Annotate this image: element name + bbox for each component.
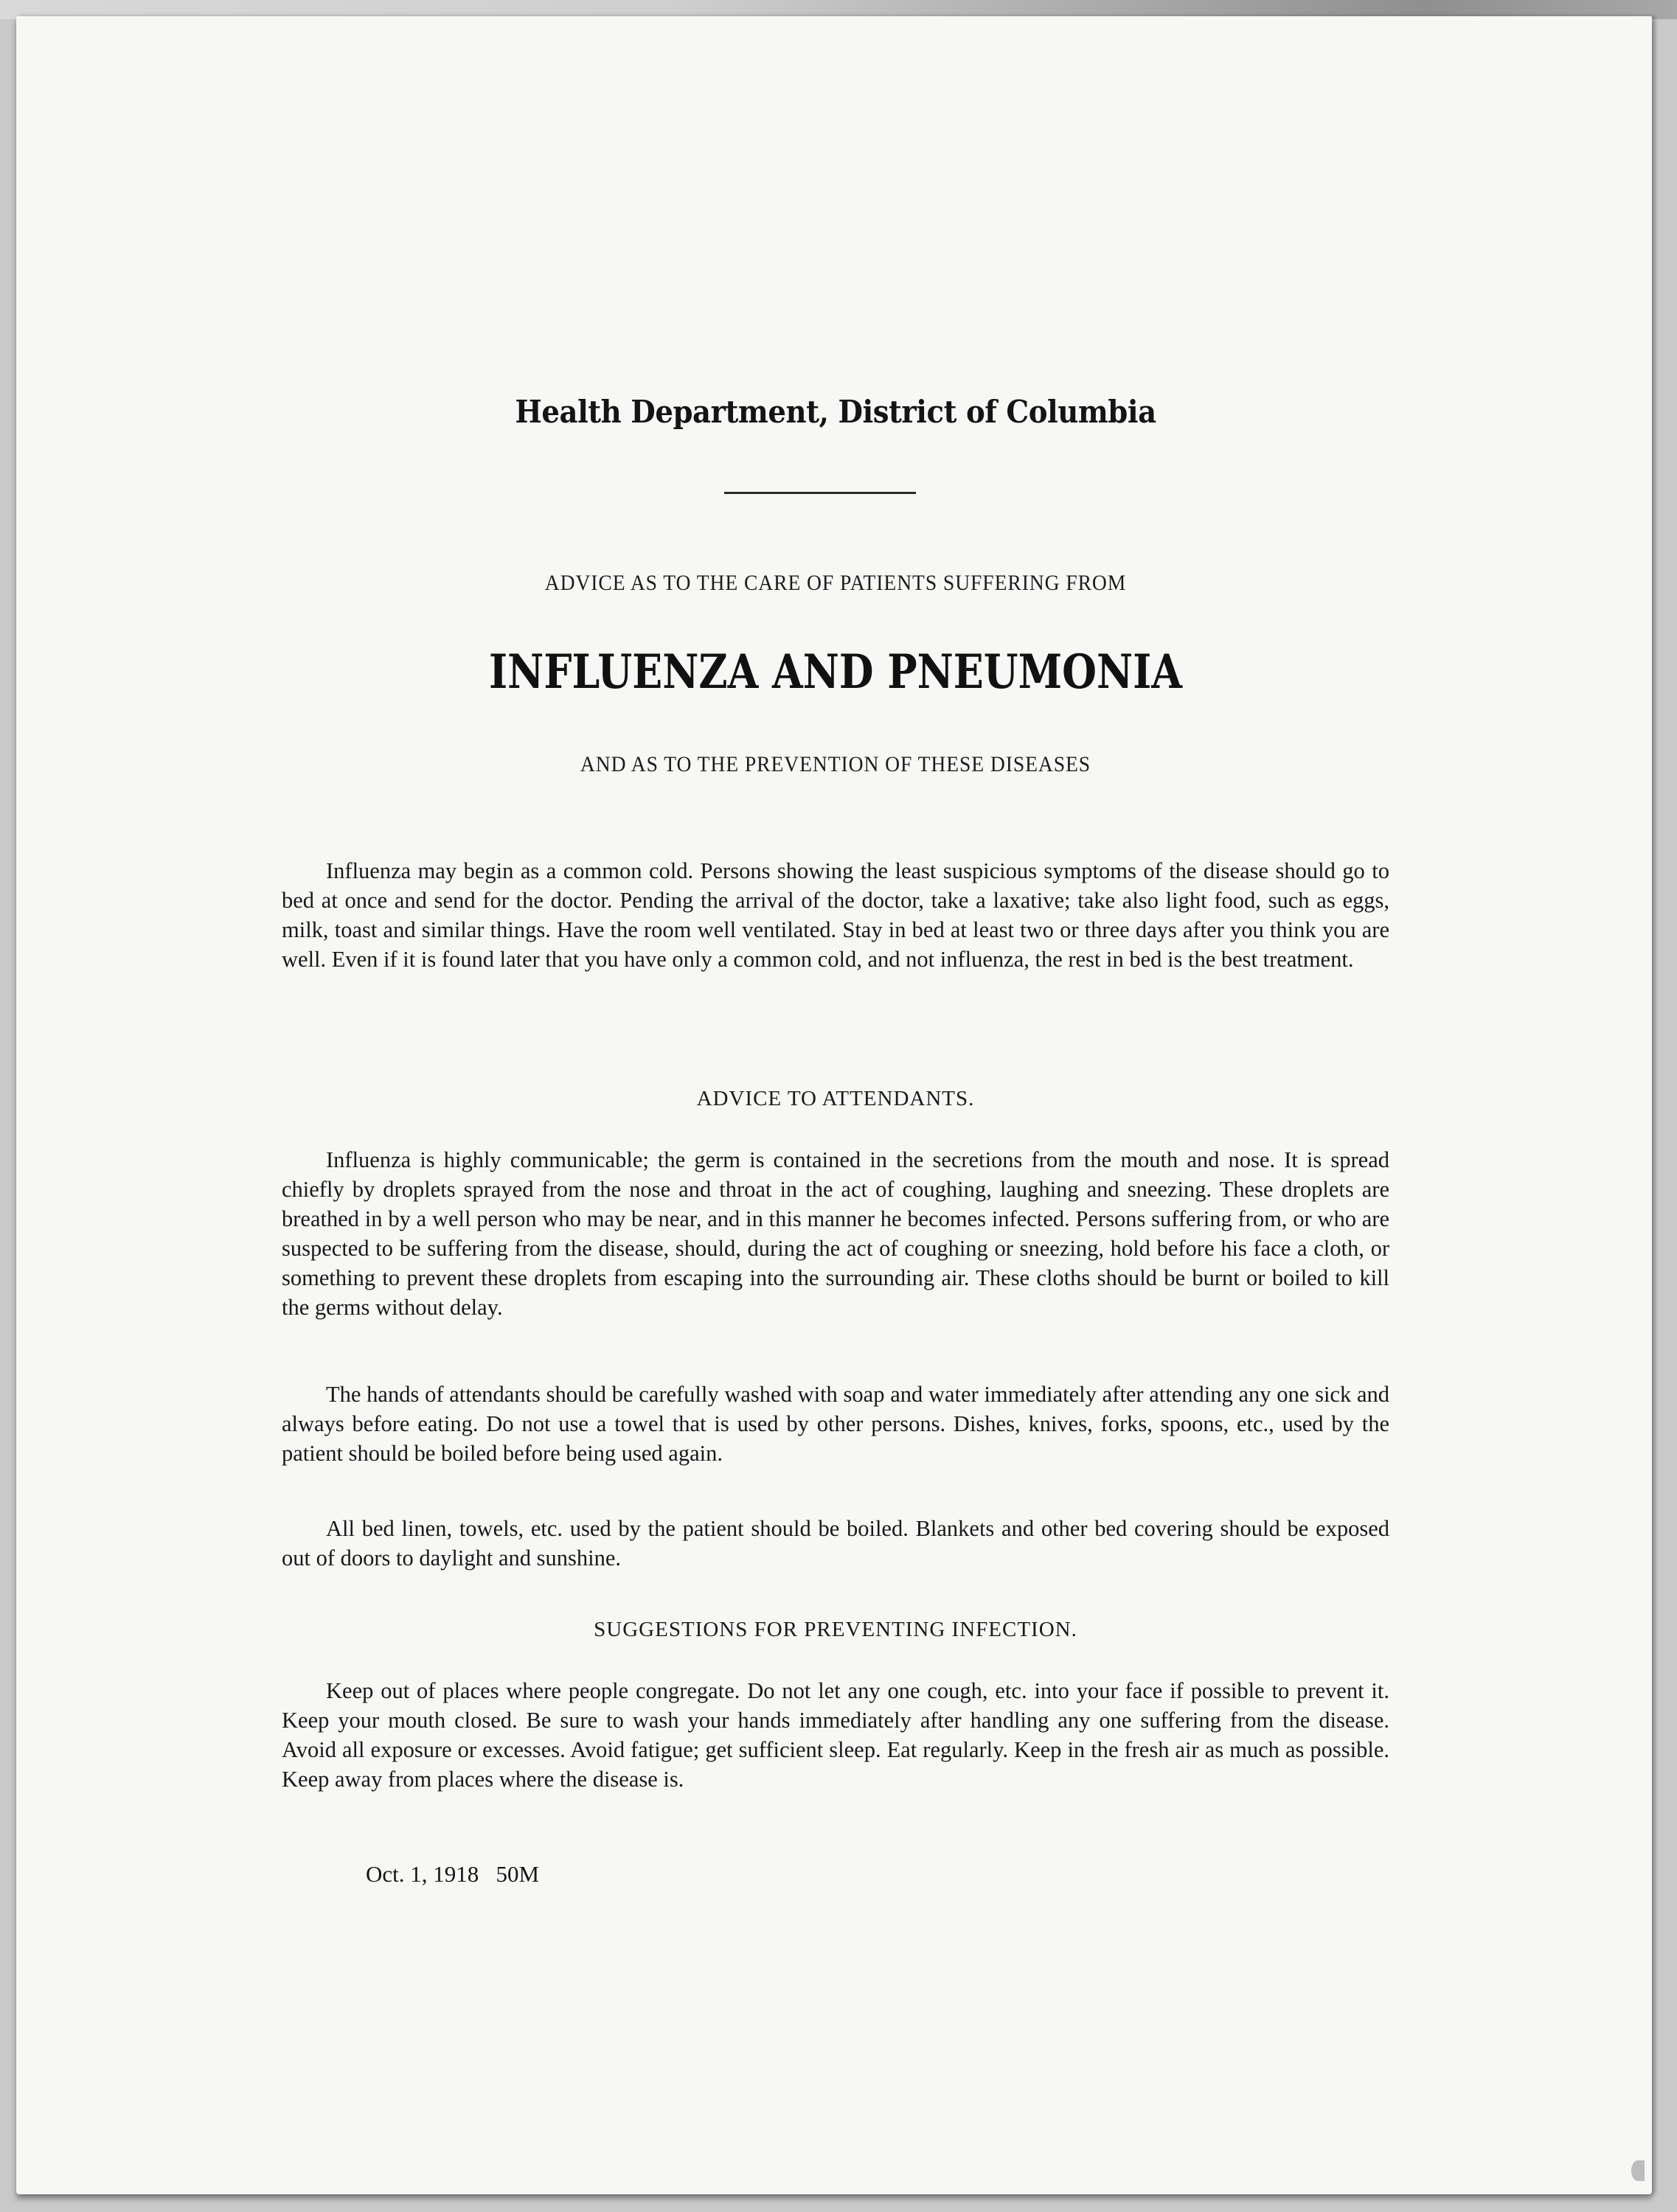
page-corner-damage — [1631, 2160, 1645, 2181]
organization-title: Health Department, District of Columbia — [515, 394, 1156, 430]
attendants-paragraph-3: All bed linen, towels, etc. used by the patient should be boiled. Blankets and other bed covering should be exposed out of doors to daylight and sunshine. — [282, 1515, 1389, 1571]
subtitle-top: ADVICE AS TO THE CARE OF PATIENTS SUFFERING FROM — [544, 571, 1127, 595]
main-title: INFLUENZA AND PNEUMONIA — [489, 644, 1182, 700]
title-divider — [724, 492, 916, 494]
attendants-paragraph-1: Influenza is highly communicable; the germ is contained in the secretions from the mouth and nose. It is spread chiefly by droplets sprayed from the nose and throat in the act of coughing, laughing and sneezing. These droplets are breathed in by a well person who may be near, and in this manner he becomes infected. Persons suffering from, or who are suspected to be suffering from the disease, should, during the act of coughing or sneezing, hold before his face a cloth, or something to prevent these droplets from escaping into the surrounding air. These cloths should be burnt or boiled to kill the germs without delay. — [282, 1147, 1389, 1320]
print-date-footer: Oct. 1, 1918 50M — [366, 1861, 540, 1887]
subtitle-bottom: AND AS TO THE PREVENTION OF THESE DISEASES — [580, 752, 1091, 776]
prevention-paragraph: Keep out of places where people congregate. Do not let any one cough, etc. into your face if possible to prevent it. Keep your mouth closed. Be sure to wash your hands immediately after handling any one suffering from the disease. Avoid all exposure or excesses. Avoid fatigue; get sufficient sleep. Eat regularly. Keep in the fresh air as much as possible. Keep away from places where the disease is. — [282, 1677, 1389, 1792]
attendants-paragraph-2: The hands of attendants should be carefully washed with soap and water immediately after attending any one sick and always before eating. Do not use a towel that is used by other persons. Dishes, knives, forks, spoons, etc., used by the patient should be boiled before being used again. — [282, 1381, 1389, 1466]
section-heading-attendants: ADVICE TO ATTENDANTS. — [696, 1087, 975, 1110]
intro-paragraph: Influenza may begin as a common cold. Persons showing the least suspicious symptoms of the disease should go to bed at once and send for the doctor. Pending the arrival of the doctor, take a laxative; take also light food, such as eggs, milk, toast and similar things. Have the room well ventilated. Stay in bed at least two or three days after you think you are well. Even if it is found later that you have only a common cold, and not influenza, the rest in bed is the best treatment. — [282, 858, 1389, 972]
document-page — [16, 16, 1652, 2194]
section-heading-prevention: SUGGESTIONS FOR PREVENTING INFECTION. — [594, 1618, 1077, 1641]
